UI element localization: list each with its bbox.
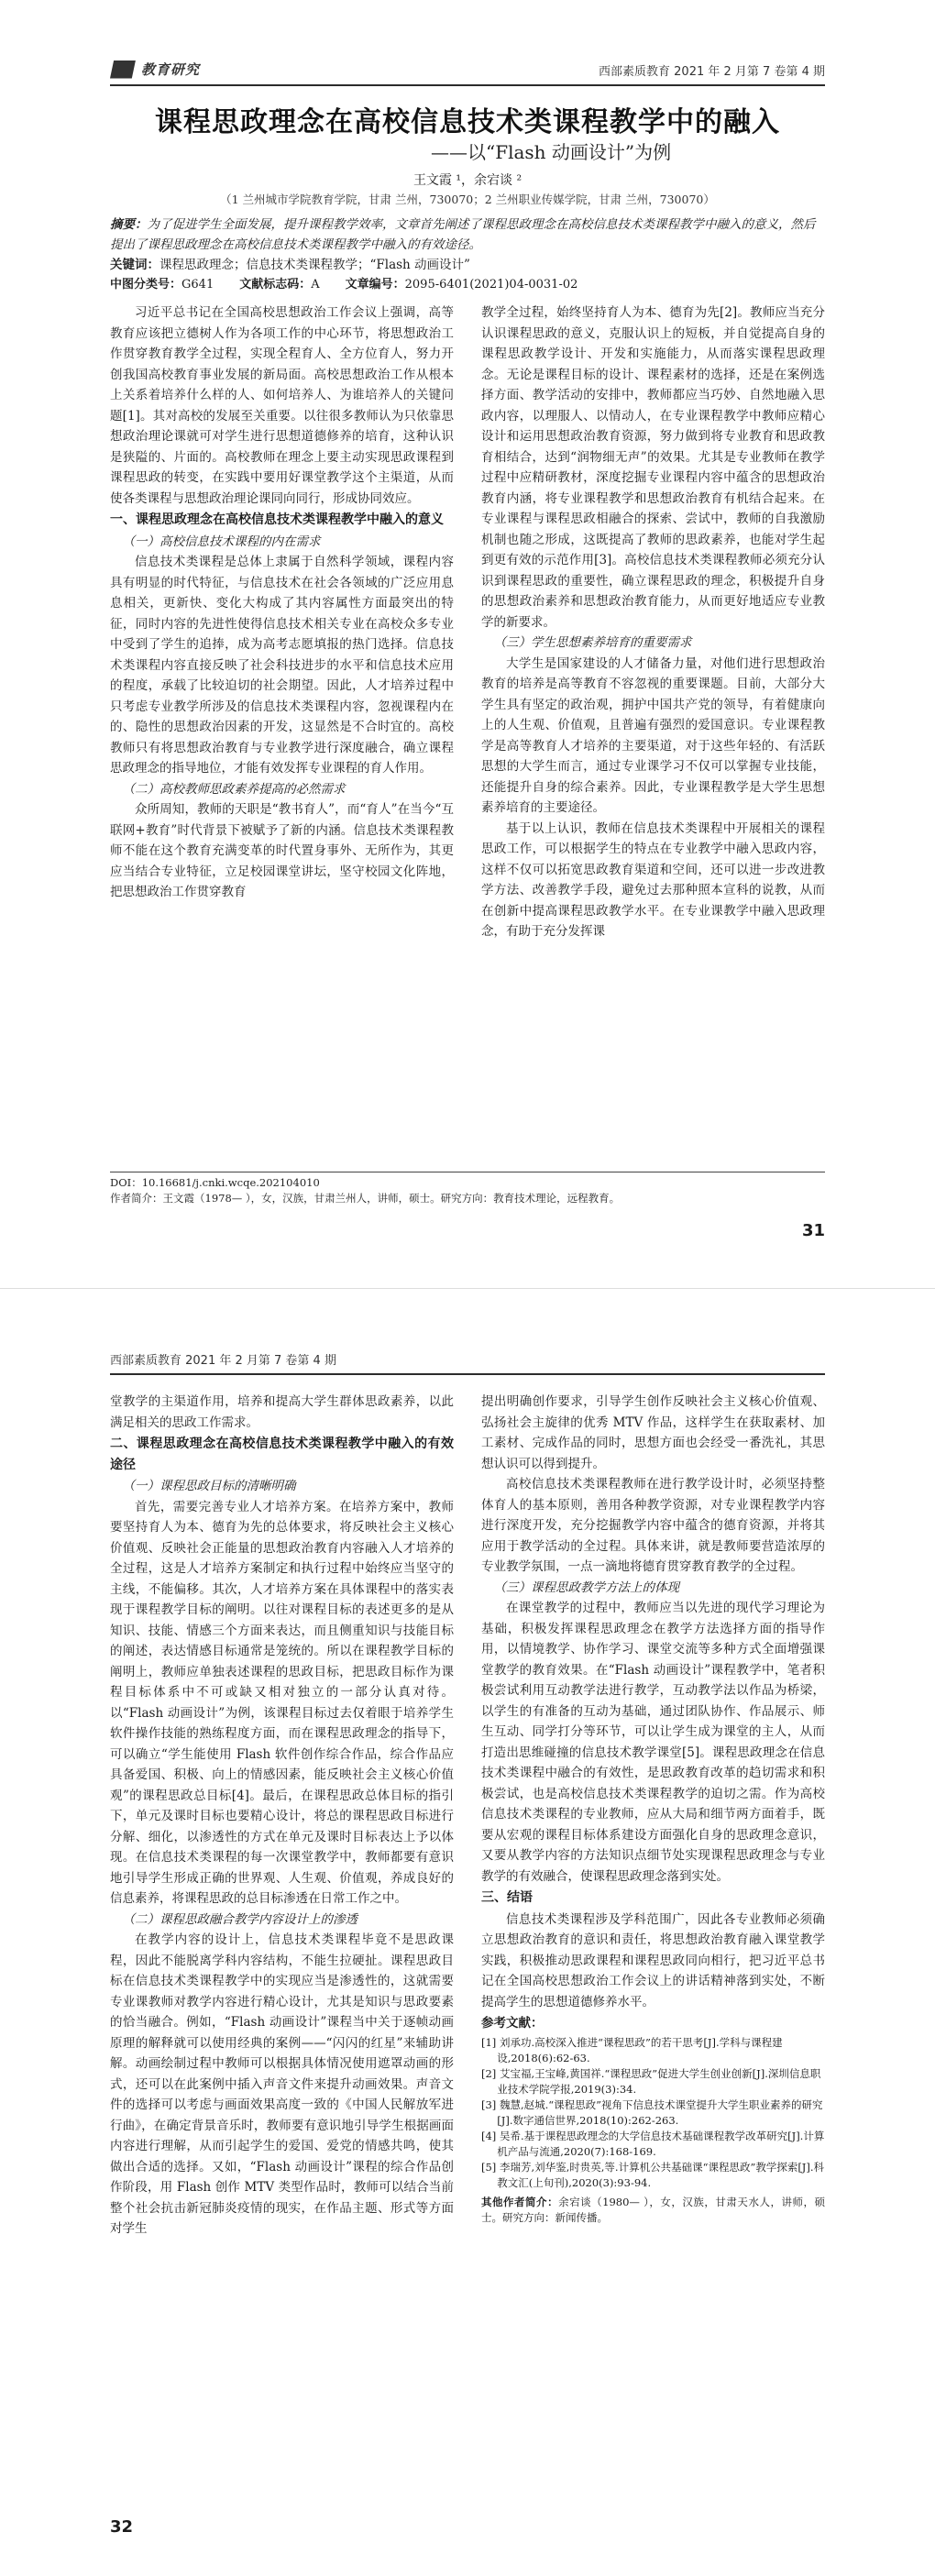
doi: DOI：10.16681/j.cnki.wcqe.202104010 xyxy=(110,1176,320,1189)
code-label: 文献标志码： xyxy=(239,278,312,292)
column-right xyxy=(481,1392,825,2240)
bio-text: 余宕谈（1980— ），女，汉族，甘肃天水人，讲师，硕士。研究方向：新闻传播。 xyxy=(481,2195,826,2224)
article-subtitle: ——以“Flash 动画设计”为例 xyxy=(431,141,672,163)
bio-label: 其他作者简介： xyxy=(481,2195,559,2208)
clc-number xyxy=(110,275,214,295)
journal-info: 西部素质教育 2021 年 2 月第 7 卷第 4 期 xyxy=(599,65,825,79)
paragraph: 在教学内容的设计上，信息技术类课程毕竟不是思政课程，因此不能脱离学科内容结构，不能生拉硬扯。课程思政目标在信息技术类课程教学中的实现应当是渗透性的，这就需要专业课教师对教学内容进行精心设计，尤其是知识与思政要素的恰当融合。例如，“Flash 动画设计”课程当中关于逐帧动画原理的解释就可以使用经典的案例——“闪闪的红星”来辅助讲解。动画绘制过程中教师可以根据具体情况使用遮罩动画的形式，还可以在此案例中插入声音文件来提升动画效果。声音文件的选择可以考虑与画面效果高度一致的《中国人民解放军进行曲》，在确定背景音乐时，教师要有意识地引导学生根据画面内容进行理解，从而引起学生的爱国、爱党的情感共鸣，使其做出合适的选择。又如，“Flash 动画设计”课程的综合作品创作阶段，用 Flash 创作 MTV 类型作品时，教师可以结合当前整个社会抗击新冠肺炎疫情的现实，在作品主题、形式等方面对学生 xyxy=(110,1932,454,2236)
subsection-heading: （三）课程思政教学方法上的体现 xyxy=(493,1580,679,1595)
paragraph: 众所周知，教师的天职是“教书育人”，而“育人”在当今“互联网+教育”时代背景下被赋予了新的内涵。信息技术类课程教师不能在这个教育充满变革的时代置身事外、无所作为，其更应当结合专业特征，立足校园课堂讲坛，坚守校园文化阵地，把思想政治工作贯穿教育 xyxy=(110,802,454,899)
subsection-heading: （一）课程思政目标的清晰明确 xyxy=(122,1479,296,1493)
author-affiliations: （1 兰州城市学院教育学院，甘肃 兰州，730070；2 兰州职业传媒学院，甘肃 兰州，730070） xyxy=(220,193,715,206)
keywords xyxy=(110,255,825,275)
section-heading: 一、课程思政理念在高校信息技术类课程教学中融入的意义 xyxy=(110,512,444,527)
abstract-block xyxy=(110,215,825,295)
keywords-label: 关键词： xyxy=(110,258,160,272)
paragraph: 教学全过程，始终坚持育人为本、德育为先[2]。教师应当充分认识课程思政的意义，克服认识上的短板，并自觉提高自身的课程思政教学设计、开发和实施能力，从而落实课程思政理念。无论是课程目标的设计、课程素材的选择，还是在案例选择方面、教学活动的安排中，教师都应当巧妙、自然地融入思政内容，以理服人、以情动人，在专业课程教学中教师应精心设计和运用思想政治教育资源，努力做到将专业教育和思政教育相结合，达到“润物细无声”的效果。尤其是专业教师在教学过程中应精研教材，深度挖掘专业课程内容中蕴含的思想政治教育内涵，将专业课程教学和思想政治教育有机结合起来。在专业课程与课程思政相融合的探索、尝试中，教师的自我激励机制也随之形成，这既提高了教师的思政素养，也能对学生起到更有效的示范作用[3]。高校信息技术类课程教师必须充分认识到课程思政的重要性，确立课程思政的理念，积极提升自身的思想政治素养和思想政治教育能力，从而更好地适应专业教学的新要求。 xyxy=(481,305,825,630)
column-left xyxy=(110,1392,454,2240)
clc-value: G641 xyxy=(182,278,214,292)
section-heading: 三、结语 xyxy=(481,1890,533,1905)
body-columns xyxy=(110,303,825,942)
journal-info: 西部素质教育 2021 年 2 月第 7 卷第 4 期 xyxy=(110,1354,336,1368)
other-author-bio xyxy=(481,2195,825,2226)
article-title: 课程思政理念在高校信息技术类课程教学中的融入 xyxy=(155,106,780,138)
reference-item: [5] 李瑞芳,刘华鉴,时贵英,等.计算机公共基础课“课程思政”教学探索[J].科教文汇(上旬刊),2020(3):93-94. xyxy=(481,2160,825,2189)
running-header xyxy=(110,1338,825,1375)
reference-list xyxy=(481,2035,825,2191)
id-value: 2095-6401(2021)04-0031-02 xyxy=(404,278,578,292)
paragraph: 在课堂教学的过程中，教师应当以先进的现代学习理论为基础，积极发挥课程思政理念在教学方法选择方面的指导作用，以情境教学、协作学习、课堂交流等多种方式全面增强课堂教学的教育效果。在“Flash 动画设计”课程教学中，笔者积极尝试利用互动教学法进行教学，互动教学法以作品为桥梁，以学生的有准备的互动为基础，通过团队协作、作品展示、师生互动、同学打分等环节，可以让学生成为课堂的主人，从而打造出思维碰撞的信息技术教学课堂[5]。课程思政理念在信息技术类课程中融合的有效性，是思政教育改革的趋切需求和积极尝试，也是高校信息技术类课程教学的迫切之需。作为高校信息技术类课程的专业教师，应从大局和细节两方面着手，既要从宏观的课程目标体系建设方面强化自身的思政理念意识，又要从教学内容的方法知识点细节处实现课程思政理念与专业教学的有效融合，使课程思政理念落到实处。 xyxy=(481,1601,825,1884)
page-number: 32 xyxy=(110,2517,134,2537)
id-label: 文章编号： xyxy=(345,278,405,292)
section-brand xyxy=(110,60,200,79)
paragraph: 信息技术类课程涉及学科范围广，因此各专业教师必须确立思想政治教育的意识和责任，将思想政治教育融入课堂教学实践，积极推动思政课程和课程思政同向相行，把习近平总书记在全国高校思想政治工作会议上的讲话精神落到实处，不断提高学生的思想道德修养水平。 xyxy=(481,1911,825,2009)
keywords-text: 课程思政理念；信息技术类课程教学；“Flash 动画设计” xyxy=(160,258,470,272)
section-label: 教育研究 xyxy=(141,61,201,78)
document-code xyxy=(239,275,319,295)
abstract-text: 为了促进学生全面发展，提升课程教学效率，文章首先阐述了课程思政理念在高校信息技术类课程教学中融入的意义，然后提出了课程思政理念在高校信息技术类课程教学中融入的有效途径。 xyxy=(110,217,816,252)
author-note: 作者简介：王文霞（1978— ），女，汉族，甘肃兰州人，讲师，硕士。研究方向：教育技术理论，远程教育。 xyxy=(110,1192,621,1205)
subsection-heading: （二）课程思政融合教学内容设计上的渗透 xyxy=(122,1911,358,1927)
paragraph: 基于以上认识，教师在信息技术类课程中开展相关的课程思政工作，可以根据学生的特点在专业教学中融入思政内容，这样不仅可以拓宽思政教育渠道和空间，还可以进一步改进教学方法、改善教学手段，避免过去那种照本宣科的说教，从而在创新中提高课程思政教学水平。在专业课教学中融入思政理念，有助于充分发挥课 xyxy=(481,820,825,939)
paragraph: 堂教学的主渠道作用，培养和提高大学生群体思政素养，以此满足相关的思政工作需求。 xyxy=(110,1394,454,1430)
references-heading: 参考文献： xyxy=(481,2016,544,2031)
reference-item: [3] 魏慧,赵城.“课程思政”视角下信息技术课堂提升大学生职业素养的研究[J].数字通信世界,2018(10):262-263. xyxy=(481,2097,823,2127)
flag-icon xyxy=(110,61,136,79)
reference-item: [1] 刘承功.高校深入推进“课程思政”的若干思考[J].学科与课程建设,2018(6):62-63. xyxy=(481,2035,783,2064)
reference-item: [2] 艾宝福,王宝峰,黄国祥.“课程思政”促进大学生创业创新[J].深圳信息职业技术学院学报,2019(3):34. xyxy=(481,2066,821,2096)
article-authors: 王文霞 ¹，余宕谈 ² xyxy=(412,173,522,188)
body-columns xyxy=(110,1392,825,2240)
paragraph: 信息技术类课程是总体上隶属于自然科学领域，课程内容具有明显的时代特征，与信息技术在社会各领域的广泛应用息息相关，更新快、变化大构成了其内容属性方面最突出的特征，同时内容的先进性使得信息技术相关专业在高校众多专业中受到了学生的追捧，成为高考志愿填报的热门选择。信息技术类课程内容直接反映了社会科技进步的水平和信息技术应用的程度，承载了比较迫切的社会期望。因此，人才培养过程中只考虑专业教学所涉及的信息技术类课程内容，忽视课程内在的、隐性的思想政治因素的开发，这显然是不合时宜的。高校教师只有将思想政治教育与专业教学进行深度融合，确立课程思政理念的指导地位，才能有效发挥专业课程的育人作用。 xyxy=(110,555,454,776)
paragraph: 首先，需要完善专业人才培养方案。在培养方案中，教师要坚持育人为本、德育为先的总体要求，将反映社会主义核心价值观、反映社会正能量的思想政治教育内容融入人才培养的全过程，这是人才培养方案制定和执行过程中始终应当坚守的主线，不能偏移。其次，人才培养方案在具体课程中的落实表现于课程教学目标的阐明。以往对课程目标的表述更多的是从知识、技能、情感三个方面来表达，而且侧重知识与技能目标的阐述，表达情感目标通常是笼统的。所以在课程教学目标的阐明上，教师应单独表述课程的思政目标，把思政目标作为课程目标体系中不可或缺又相对独立的一部分认真对待。以“Flash 动画设计”为例，该课程目标过去仅着眼于培养学生软件操作技能的熟练程度方面，而在课程思政理念的指导下，可以确立“学生能使用 Flash 软件创作综合作品，综合作品应具备爱国、积极、向上的情感因素，能反映社会主义核心价值观”的课程思政总目标[4]。最后，在课程思政总体目标的指引下，单元及课时目标也要精心设计，将总的课程思政目标进行分解、细化，以渗透性的方式在单元及课时目标表达上予以体现。在信息技术类课程的每一次课堂教学中，教师都要有意识地引导学生形成正确的世界观、人生观、价值观，养成良好的信息素养，将课程思政的总目标渗透在日常工作之中。 xyxy=(110,1499,454,1906)
abstract-label: 摘要： xyxy=(110,217,148,232)
paragraph: 习近平总书记在全国高校思想政治工作会议上强调，高等教育应该把立德树人作为各项工作的中心环节，将思想政治工作贯穿教育教学全过程，实现全程育人、全方位育人，努力开创我国高校教育事业发展的新局面。高校思想政治工作从根本上关系着培养什么样的人、如何培养人、为谁培养人的关键问题[1]。其对高校的发展至关重要。以往很多教师认为只依靠思想政治理论课就可对学生进行思想道德修养的培育，这种认识是狭隘的、片面的。高校教师在理念上要主动实现思政课程到课程思政的转变，在实践中要用好课堂教学这个主渠道，从而使各类课程与思想政治理论课同向同行，形成协同效应。 xyxy=(110,305,454,506)
article-id xyxy=(346,275,578,295)
paragraph: 提出明确创作要求，引导学生创作反映社会主义核心价值观、弘扬社会主旋律的优秀 MTV 作品，这样学生在获取素材、加工素材、完成作品的同时，思想方面也会经受一番洗礼，其思想认识可以得到提升。 xyxy=(481,1394,825,1471)
column-right xyxy=(481,303,825,942)
subsection-heading: （三）学生思想素养培育的重要需求 xyxy=(493,635,692,650)
abstract xyxy=(110,215,825,255)
clc-label: 中图分类号： xyxy=(110,278,182,292)
page-32 xyxy=(0,1288,935,2576)
subsection-heading: （一）高校信息技术课程的内在需求 xyxy=(122,534,321,549)
section-heading: 二、课程思政理念在高校信息技术类课程教学中融入的有效途径 xyxy=(110,1437,454,1472)
paragraph: 大学生是国家建设的人才储备力量，对他们进行思想政治教育的培养是高等教育不容忽视的重要课题。目前，大部分大学生具有坚定的政治观，拥护中国共产党的领导，有着健康向上的人生观、价值观，且普遍有强烈的爱国意识。专业课程教学是高等教育人才培养的主要渠道，对于这些年轻的、有活跃思想的大学生而言，通过专业课学习不仅可以掌握专业技能，还能提升自身的综合素养。因此，专业课程教学是大学生思想素养培育的主要途径。 xyxy=(481,655,825,815)
code-value: A xyxy=(311,278,320,292)
page-number: 31 xyxy=(801,1221,825,1240)
column-left xyxy=(110,303,454,942)
subsection-heading: （二）高校教师思政素养提高的必然需求 xyxy=(122,781,346,797)
footnote xyxy=(110,1172,825,1206)
reference-item: [4] 吴希.基于课程思政理念的大学信息技术基础课程教学改革研究[J].计算机产品与流通,2020(7):168-169. xyxy=(481,2129,825,2158)
classification-row xyxy=(110,275,825,295)
running-header xyxy=(110,50,825,86)
paragraph: 高校信息技术类课程教师在进行教学设计时，必须坚持整体育人的基本原则，善用各种教学资源，对专业课程教学内容进行深度开发，充分挖掘教学内容中蕴含的德育资源，并将其应用于教学活动的全过程。具体来讲，就是教师要营造浓厚的专业教学氛围，一点一滴地将德育贯穿教育教学的全过程。 xyxy=(481,1477,825,1574)
